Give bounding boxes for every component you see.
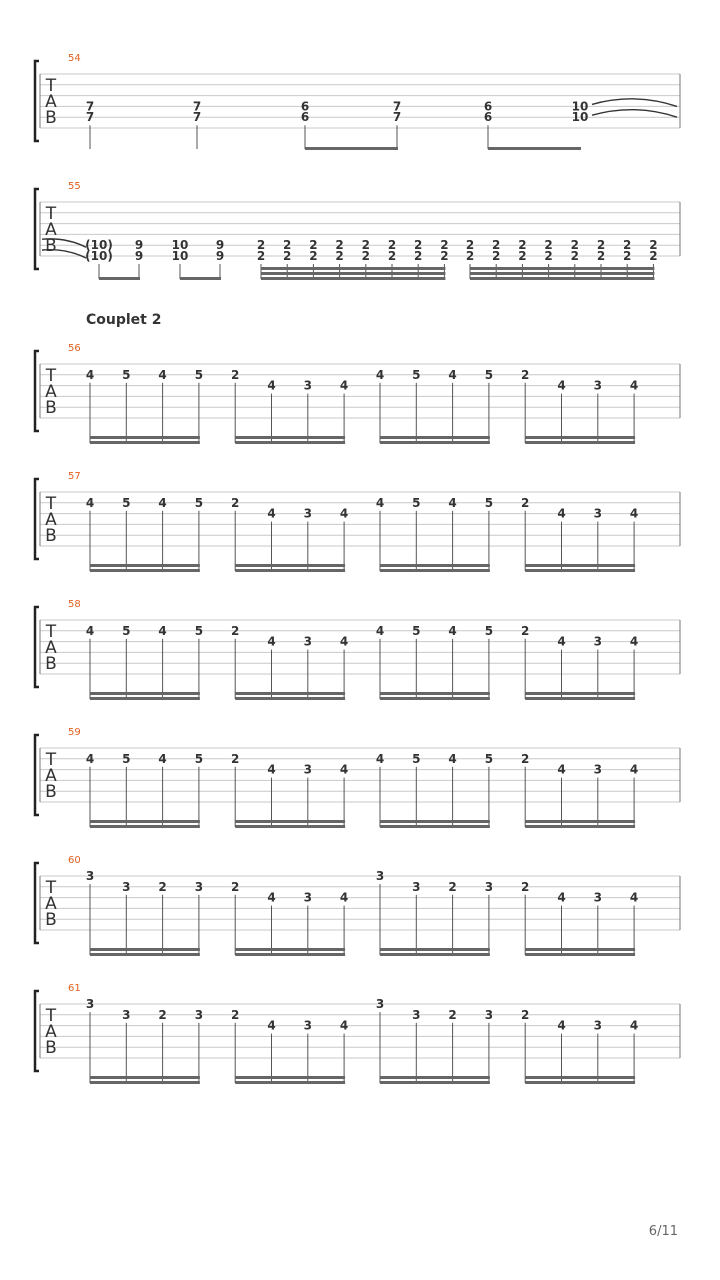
- fret-number: 4: [557, 506, 566, 521]
- fret-number: 5: [412, 751, 421, 766]
- fret-number: 2: [231, 1007, 240, 1022]
- note-beam: [380, 564, 490, 567]
- fret-number: 2: [309, 249, 318, 263]
- note-beam: [380, 441, 490, 444]
- fret-number: 2: [231, 495, 240, 510]
- bar-number: 60: [68, 855, 81, 866]
- note-beam: [525, 692, 635, 695]
- fret-number: 2: [256, 238, 266, 253]
- note-beam: [525, 441, 635, 444]
- fret-number: 2: [465, 238, 475, 253]
- fret-number: 2: [623, 249, 632, 263]
- fret-number: 2: [387, 249, 397, 263]
- section-label: Couplet 2: [86, 312, 162, 328]
- note-beam: [525, 564, 635, 567]
- fret-number: 3: [303, 1018, 312, 1033]
- bar-number: 54: [68, 53, 81, 64]
- fret-number: 4: [158, 367, 167, 382]
- tab-clef-letter: T: [45, 494, 57, 514]
- fret-number: 4: [375, 623, 385, 638]
- fret-number: 2: [283, 249, 292, 263]
- fret-number: 3: [85, 869, 95, 883]
- bar-number: 56: [68, 343, 81, 354]
- fret-number: 10: [171, 249, 189, 263]
- fret-number: 4: [158, 623, 167, 638]
- tab-clef-letter: A: [45, 766, 57, 786]
- note-beam: [380, 825, 490, 828]
- fret-number: 2: [231, 751, 240, 766]
- fret-number: 5: [122, 751, 131, 766]
- note-beam: [525, 953, 635, 956]
- fret-number: 3: [593, 378, 602, 393]
- fret-number: 4: [267, 506, 276, 521]
- fret-number: 4: [375, 751, 385, 766]
- note-beam: [235, 825, 345, 828]
- fret-number: 4: [629, 762, 639, 777]
- tab-clef-letter: T: [45, 366, 57, 386]
- fret-number: 4: [557, 634, 566, 649]
- fret-number: 2: [256, 249, 266, 263]
- fret-number: 5: [412, 495, 421, 510]
- fret-number: 4: [267, 378, 276, 393]
- fret-number: 2: [521, 367, 530, 382]
- fret-number: 3: [375, 997, 385, 1011]
- fret-number: 3: [412, 1007, 421, 1022]
- fret-number: 10: [171, 238, 189, 253]
- fret-number: 4: [158, 751, 167, 766]
- note-beam: [235, 948, 345, 951]
- fret-number: 3: [303, 762, 312, 777]
- fret-number: 4: [629, 1018, 639, 1033]
- tab-clef-letter: A: [45, 92, 57, 112]
- fret-number: 4: [339, 890, 349, 905]
- note-beam: [90, 692, 200, 695]
- fret-number: 5: [484, 367, 494, 382]
- note-beam: [180, 277, 221, 280]
- tab-clef-letter: A: [45, 220, 57, 240]
- tab-clef-letter: B: [45, 526, 57, 546]
- fret-number: 2: [492, 249, 501, 263]
- fret-number: 2: [544, 249, 553, 263]
- fret-number: 5: [484, 751, 494, 766]
- note-beam: [380, 1076, 490, 1079]
- note-beam: [380, 697, 490, 700]
- fret-number: 6: [483, 110, 493, 125]
- fret-number: 10: [571, 110, 589, 125]
- note-beam: [90, 820, 200, 823]
- fret-number: 2: [158, 879, 167, 894]
- fret-number: 2: [309, 238, 318, 253]
- fret-number: 2: [465, 249, 475, 263]
- fret-number: 4: [339, 378, 349, 393]
- note-beam: [380, 948, 490, 951]
- note-beam: [470, 277, 654, 280]
- fret-number: 2: [231, 367, 240, 382]
- tab-clef-letter: B: [45, 910, 57, 930]
- fret-number: 5: [194, 751, 204, 766]
- tab-clef-letter: T: [45, 1006, 57, 1026]
- fret-number: 6: [300, 110, 310, 125]
- fret-number: 3: [303, 890, 312, 905]
- fret-number: 2: [158, 1007, 167, 1022]
- fret-number: 3: [303, 506, 312, 521]
- tab-clef-letter: T: [45, 622, 57, 642]
- system-bracket: [35, 735, 39, 815]
- fret-number: 3: [484, 879, 494, 894]
- fret-number: 2: [231, 623, 240, 638]
- fret-number: 4: [339, 634, 349, 649]
- fret-number: 2: [649, 249, 658, 263]
- fret-number: 2: [448, 879, 457, 894]
- fret-number: 4: [557, 890, 566, 905]
- note-beam: [235, 692, 345, 695]
- fret-number: 5: [194, 367, 204, 382]
- note-beam: [380, 692, 490, 695]
- note-beam: [90, 953, 200, 956]
- fret-number: 2: [521, 495, 530, 510]
- fret-number: 3: [412, 879, 421, 894]
- fret-number: 7: [192, 99, 202, 114]
- fret-number: 2: [440, 238, 449, 253]
- fret-number: 9: [134, 238, 144, 253]
- fret-number: 4: [267, 890, 276, 905]
- note-beam: [235, 820, 345, 823]
- system-bracket: [35, 351, 39, 431]
- fret-number: 4: [85, 623, 95, 638]
- fret-number: 6: [300, 99, 310, 114]
- system-bracket: [35, 61, 39, 141]
- fret-number: 3: [593, 634, 602, 649]
- fret-number: 3: [122, 1007, 131, 1022]
- fret-number: 4: [448, 495, 457, 510]
- fret-number: 2: [521, 1007, 530, 1022]
- tab-clef-letter: A: [45, 382, 57, 402]
- tab-clef-letter: T: [45, 76, 57, 96]
- fret-number: 4: [557, 378, 566, 393]
- tie-arc: [592, 110, 677, 118]
- note-beam: [380, 436, 490, 439]
- fret-number: 3: [375, 869, 385, 883]
- note-beam: [525, 569, 635, 572]
- note-beam: [525, 436, 635, 439]
- tab-clef-letter: A: [45, 894, 57, 914]
- note-beam: [235, 436, 345, 439]
- fret-number: 3: [122, 879, 131, 894]
- tab-clef-letter: A: [45, 510, 57, 530]
- fret-number: 4: [85, 367, 95, 382]
- note-beam: [235, 697, 345, 700]
- fret-number: 2: [521, 879, 530, 894]
- system-bracket: [35, 991, 39, 1071]
- tab-clef-letter: T: [45, 204, 57, 224]
- bar-number: 55: [68, 181, 81, 192]
- fret-number: 3: [303, 634, 312, 649]
- note-beam: [90, 1076, 200, 1079]
- fret-number: 2: [521, 623, 530, 638]
- fret-number: 4: [557, 762, 566, 777]
- note-beam: [90, 825, 200, 828]
- fret-number: 2: [649, 238, 658, 253]
- note-beam: [525, 1076, 635, 1079]
- bar-number: 61: [68, 983, 81, 994]
- fret-number: 4: [629, 506, 639, 521]
- system-bracket: [35, 863, 39, 943]
- tie-arc: [592, 99, 677, 107]
- fret-number: 2: [414, 249, 423, 263]
- fret-number: 4: [448, 367, 457, 382]
- fret-number: 2: [361, 238, 370, 253]
- fret-number: 2: [596, 249, 606, 263]
- fret-number: 3: [593, 762, 602, 777]
- fret-number: 2: [596, 238, 606, 253]
- tab-clef-letter: B: [45, 236, 57, 256]
- fret-number: 4: [85, 495, 95, 510]
- fret-number: 3: [484, 1007, 494, 1022]
- note-beam: [380, 953, 490, 956]
- note-beam: [90, 436, 200, 439]
- fret-number: 4: [375, 367, 385, 382]
- fret-number: 5: [122, 367, 131, 382]
- fret-number: 5: [412, 623, 421, 638]
- fret-number: 3: [85, 997, 95, 1011]
- fret-number: 2: [361, 249, 370, 263]
- note-beam: [235, 441, 345, 444]
- fret-number: 4: [85, 751, 95, 766]
- fret-number: 2: [283, 238, 292, 253]
- fret-number: 2: [570, 249, 579, 263]
- note-beam: [90, 697, 200, 700]
- fret-number: 2: [335, 238, 344, 253]
- fret-number: 3: [194, 879, 204, 894]
- note-beam: [380, 569, 490, 572]
- note-beam: [525, 825, 635, 828]
- fret-number: 7: [85, 99, 95, 114]
- fret-number: 5: [484, 623, 494, 638]
- fret-number: 4: [158, 495, 167, 510]
- note-beam: [525, 820, 635, 823]
- tab-systems: [35, 53, 680, 1084]
- note-beam: [305, 147, 398, 150]
- fret-number: 5: [194, 495, 204, 510]
- fret-number: 3: [593, 890, 602, 905]
- system-bracket: [35, 189, 39, 269]
- note-beam: [261, 277, 445, 280]
- tab-clef-letter: B: [45, 1038, 57, 1058]
- note-beam: [470, 267, 654, 270]
- fret-number: 5: [122, 623, 131, 638]
- fret-number: 3: [194, 1007, 204, 1022]
- fret-number: 9: [215, 238, 225, 253]
- fret-number: 4: [629, 890, 639, 905]
- note-beam: [525, 948, 635, 951]
- note-beam: [261, 272, 445, 275]
- bar-number: 58: [68, 599, 81, 610]
- fret-number: 3: [593, 1018, 602, 1033]
- note-beam: [90, 1081, 200, 1084]
- fret-number: 4: [339, 1018, 349, 1033]
- note-beam: [488, 147, 581, 150]
- fret-number: 4: [557, 1018, 566, 1033]
- fret-number: 4: [267, 762, 276, 777]
- tab-clef-letter: A: [45, 1022, 57, 1042]
- fret-number: 10: [571, 99, 589, 114]
- note-beam: [380, 1081, 490, 1084]
- fret-number: 6: [483, 99, 493, 114]
- fret-number: 2: [231, 879, 240, 894]
- note-beam: [235, 953, 345, 956]
- fret-number: 2: [448, 1007, 457, 1022]
- fret-number: 2: [492, 238, 501, 253]
- fret-number: 2: [623, 238, 632, 253]
- fret-number: 2: [521, 751, 530, 766]
- tab-clef-letter: B: [45, 108, 57, 128]
- bar-number: 59: [68, 727, 81, 738]
- page-number: 6/11: [648, 1224, 678, 1239]
- fret-number: 4: [267, 1018, 276, 1033]
- fret-number: 7: [85, 110, 95, 125]
- fret-number: 5: [484, 495, 494, 510]
- fret-number: 4: [629, 378, 639, 393]
- note-beam: [99, 277, 140, 280]
- bar-number: 57: [68, 471, 81, 482]
- fret-number: 4: [448, 623, 457, 638]
- note-beam: [235, 569, 345, 572]
- fret-number: 3: [303, 378, 312, 393]
- fret-number: 4: [375, 495, 385, 510]
- note-beam: [525, 697, 635, 700]
- fret-number: 4: [339, 506, 349, 521]
- fret-number: 2: [387, 238, 397, 253]
- note-beam: [90, 569, 200, 572]
- fret-number: 9: [215, 249, 225, 263]
- fret-number: 5: [194, 623, 204, 638]
- note-beam: [90, 564, 200, 567]
- note-beam: [261, 267, 445, 270]
- fret-number: 9: [134, 249, 144, 263]
- system-bracket: [35, 479, 39, 559]
- system-bracket: [35, 607, 39, 687]
- fret-number: 2: [414, 238, 423, 253]
- note-beam: [235, 564, 345, 567]
- note-beam: [90, 948, 200, 951]
- note-beam: [90, 441, 200, 444]
- fret-number: 5: [412, 367, 421, 382]
- fret-number: 5: [122, 495, 131, 510]
- tab-clef-letter: B: [45, 782, 57, 802]
- tab-clef-letter: T: [45, 750, 57, 770]
- fret-number: 2: [570, 238, 579, 253]
- fret-number: 3: [593, 506, 602, 521]
- fret-number: 7: [192, 110, 202, 125]
- fret-number: 7: [392, 99, 402, 114]
- fret-number: 4: [267, 634, 276, 649]
- note-beam: [470, 272, 654, 275]
- tab-clef-letter: B: [45, 654, 57, 674]
- fret-number: 2: [335, 249, 344, 263]
- fret-number: 4: [448, 751, 457, 766]
- fret-number: 2: [518, 249, 527, 263]
- fret-number: (10): [85, 249, 113, 263]
- note-beam: [380, 820, 490, 823]
- tab-clef-letter: A: [45, 638, 57, 658]
- note-beam: [525, 1081, 635, 1084]
- fret-number: 2: [544, 238, 553, 253]
- fret-number: 2: [518, 238, 527, 253]
- note-beam: [235, 1081, 345, 1084]
- note-beam: [235, 1076, 345, 1079]
- tab-clef-letter: B: [45, 398, 57, 418]
- fret-number: 7: [392, 110, 402, 125]
- tab-clef-letter: T: [45, 878, 57, 898]
- fret-number: 2: [440, 249, 449, 263]
- fret-number: (10): [85, 238, 113, 253]
- fret-number: 4: [629, 634, 639, 649]
- fret-number: 4: [339, 762, 349, 777]
